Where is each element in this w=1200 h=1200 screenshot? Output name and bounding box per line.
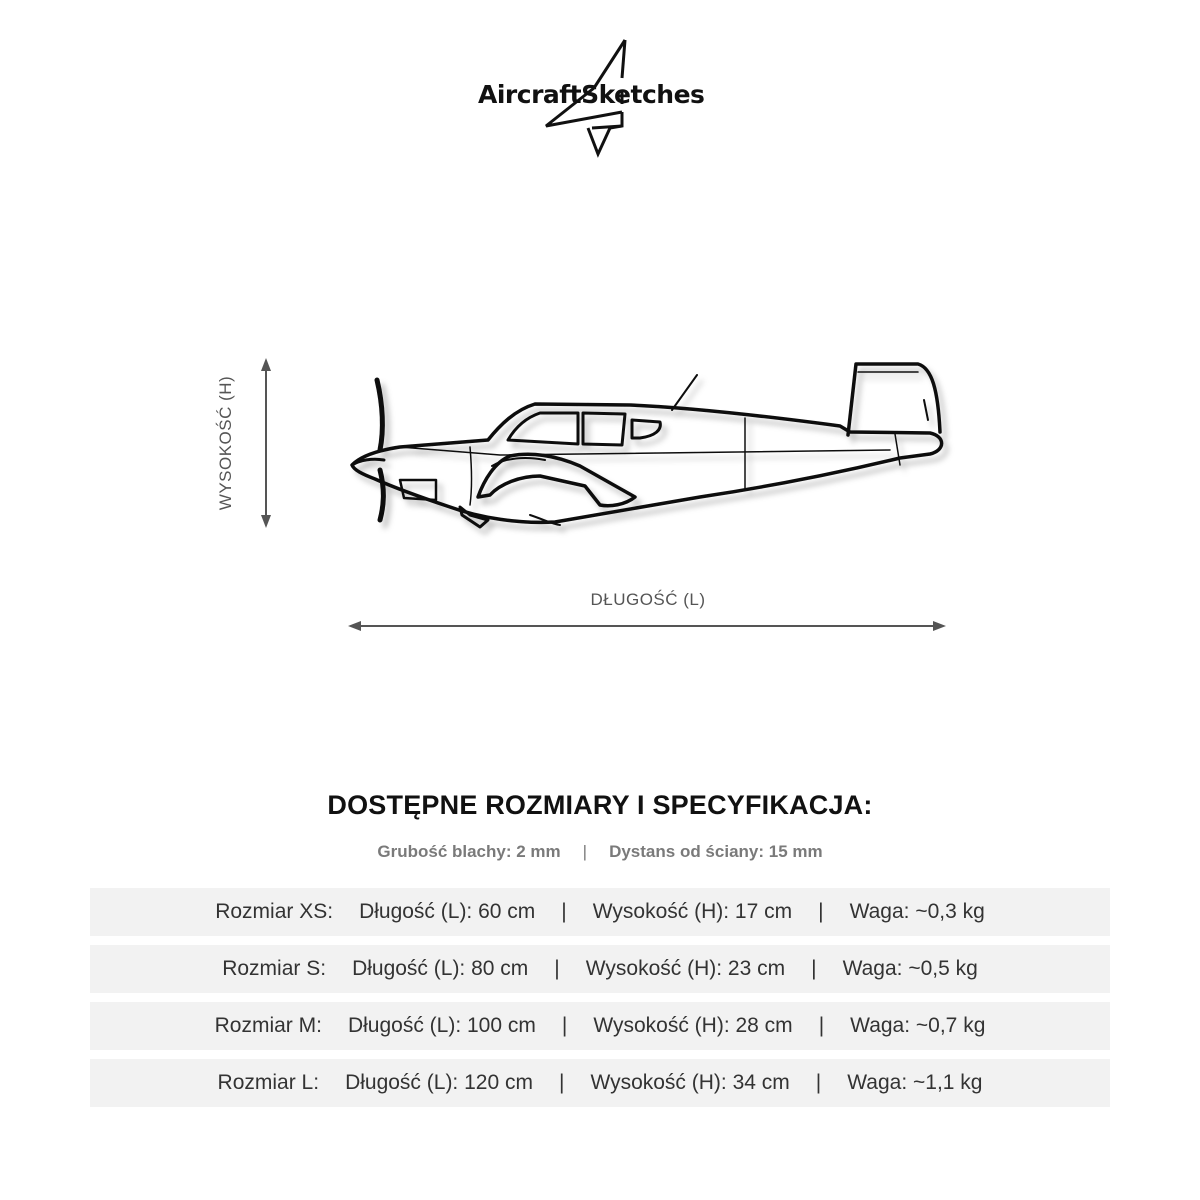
aircraft-silhouette xyxy=(340,345,960,545)
separator: | xyxy=(561,900,567,923)
size-name: Rozmiar L: xyxy=(217,1071,320,1094)
size-height: Wysokość (H): 28 cm xyxy=(593,1014,793,1037)
size-name: Rozmiar M: xyxy=(214,1014,322,1037)
length-dimension-label: DŁUGOŚĆ (L) xyxy=(590,590,706,609)
sheet-thickness: Grubość blachy: 2 mm xyxy=(377,842,561,861)
size-name: Rozmiar S: xyxy=(222,957,327,980)
size-length: Długość (L): 100 cm xyxy=(347,1014,536,1037)
size-height: Wysokość (H): 17 cm xyxy=(592,900,793,923)
size-length: Długość (L): 120 cm xyxy=(345,1071,533,1094)
size-name: Rozmiar XS: xyxy=(215,900,334,923)
brand-name: AircraftSketches xyxy=(478,80,705,109)
size-row-xs xyxy=(90,888,1110,936)
separator: | xyxy=(582,842,588,861)
size-length: Długość (L): 60 cm xyxy=(359,900,536,923)
size-height: Wysokość (H): 23 cm xyxy=(585,957,786,980)
wall-distance: Dystans od ściany: 15 mm xyxy=(609,842,823,861)
specs-subtitle xyxy=(0,842,1200,862)
size-table xyxy=(90,888,1110,1116)
separator: | xyxy=(811,957,817,980)
size-row-l xyxy=(90,1059,1110,1107)
separator: | xyxy=(818,900,824,923)
separator: | xyxy=(818,1014,825,1037)
size-row-s xyxy=(90,945,1110,993)
separator: | xyxy=(554,957,560,980)
separator: | xyxy=(561,1014,568,1037)
size-height: Wysokość (H): 34 cm xyxy=(590,1071,790,1094)
size-length: Długość (L): 80 cm xyxy=(352,957,529,980)
size-row-m xyxy=(90,1002,1110,1050)
height-dimension-label: WYSOKOŚĆ (H) xyxy=(216,375,235,511)
separator: | xyxy=(558,1071,565,1094)
size-weight: Waga: ~0,5 kg xyxy=(842,957,978,980)
size-weight: Waga: ~0,7 kg xyxy=(850,1014,986,1037)
size-weight: Waga: ~0,3 kg xyxy=(849,900,985,923)
separator: | xyxy=(815,1071,822,1094)
specs-title: DOSTĘPNE ROZMIARY I SPECYFIKACJA: xyxy=(327,790,873,820)
size-weight: Waga: ~1,1 kg xyxy=(847,1071,983,1094)
